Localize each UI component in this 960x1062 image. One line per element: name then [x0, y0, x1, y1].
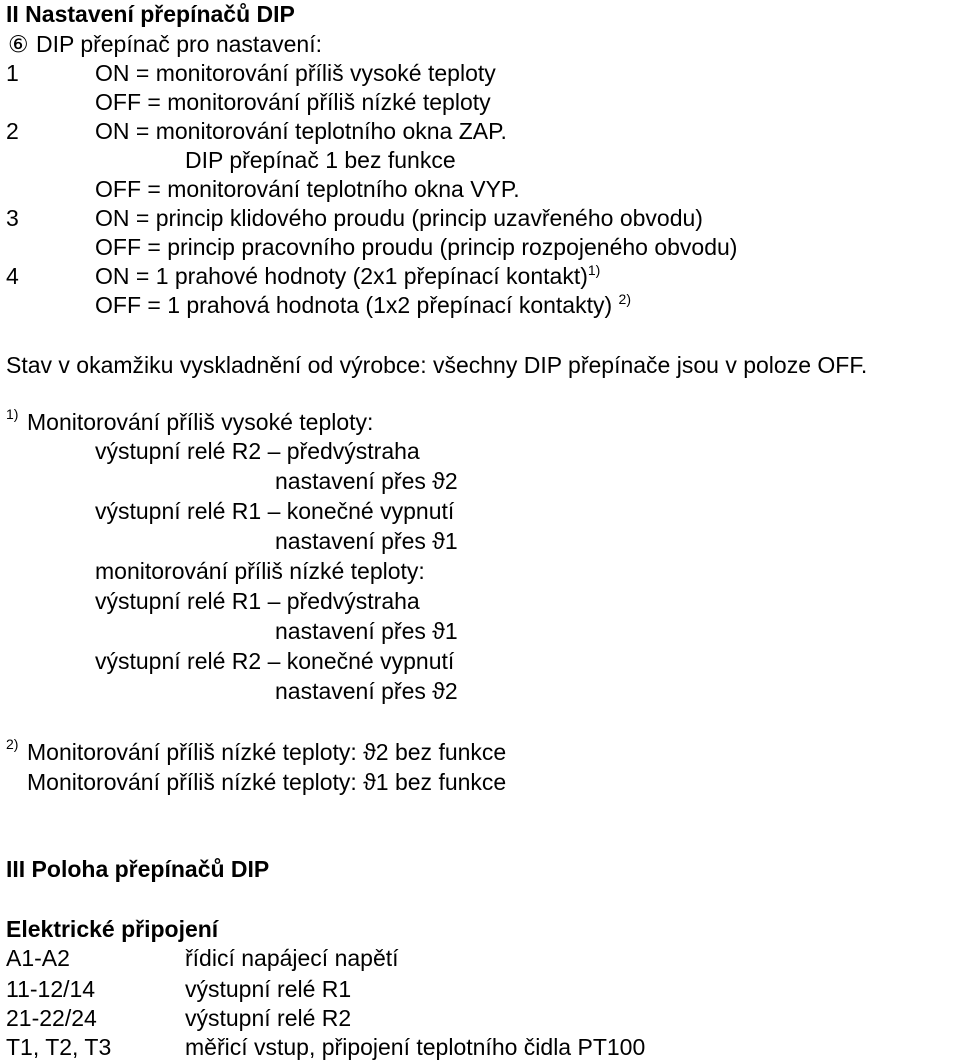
- footnote-ref-2: 2): [618, 291, 631, 307]
- section-2-heading: II Nastavení přepínačů DIP: [6, 1, 295, 27]
- footnote-2-mark: 2): [6, 736, 19, 752]
- footnote-1-mark: 1): [6, 406, 19, 422]
- note-2-line-1: Monitorování příliš nízké teploty: ϑ2 bez funkce: [27, 739, 507, 765]
- note-1-line-5: nastavení přes ϑ1: [275, 528, 458, 554]
- note-1-line-3: nastavení přes ϑ2: [275, 468, 458, 494]
- switch-1-off: OFF = monitorování příliš nízké teploty: [95, 89, 491, 115]
- section-3-heading: III Poloha přepínačů DIP: [6, 856, 270, 882]
- terminal-t1-t2-t3: T1, T2, T3: [6, 1034, 112, 1060]
- terminal-11-12-14: 11-12/14: [6, 976, 96, 1002]
- switch-1-number: 1: [6, 60, 19, 86]
- note-1-line-7: výstupní relé R1 – předvýstraha: [95, 588, 420, 614]
- switch-4-on: [95, 262, 600, 291]
- switch-4-off: [95, 291, 631, 320]
- note-1-line-6: monitorování příliš nízké teploty:: [95, 558, 425, 584]
- switch-4-number: 4: [6, 263, 19, 289]
- switch-4-on-text: ON = 1 prahové hodnoty (2x1 přepínací kontakt): [95, 263, 588, 289]
- circled-6-marker: ⑥: [8, 31, 29, 57]
- note-1-line-10: nastavení přes ϑ2: [275, 678, 458, 704]
- switch-2-note: DIP přepínač 1 bez funkce: [185, 147, 456, 173]
- note-1-line-4: výstupní relé R1 – konečné vypnutí: [95, 498, 455, 524]
- switch-3-off: OFF = princip pracovního proudu (princip rozpojeného obvodu): [95, 234, 738, 260]
- terminal-a1-a2: A1-A2: [6, 945, 70, 971]
- dip-intro: DIP přepínač pro nastavení:: [36, 31, 322, 57]
- footnote-ref-1: 1): [587, 262, 601, 278]
- switch-4-off-text: OFF = 1 prahová hodnota (1x2 přepínací kontakty): [95, 292, 613, 318]
- note-1-line-9: výstupní relé R2 – konečné vypnutí: [95, 648, 455, 674]
- switch-2-on: ON = monitorování teplotního okna ZAP.: [95, 118, 507, 144]
- switch-2-off: OFF = monitorování teplotního okna VYP.: [95, 176, 520, 202]
- factory-state: Stav v okamžiku vyskladnění od výrobce: všechny DIP přepínače jsou v poloze OFF.: [6, 352, 868, 378]
- terminal-21-22-24-desc: výstupní relé R2: [185, 1005, 352, 1031]
- terminal-a1-a2-desc: řídicí napájecí napětí: [185, 945, 399, 971]
- note-1-line-2: výstupní relé R2 – předvýstraha: [95, 438, 420, 464]
- note-2-line-2: Monitorování příliš nízké teploty: ϑ1 bez funkce: [27, 769, 507, 795]
- terminal-t1-t2-t3-desc: měřicí vstup, připojení teplotního čidla PT100: [185, 1034, 646, 1060]
- electrical-heading: Elektrické připojení: [6, 916, 219, 942]
- terminal-21-22-24: 21-22/24: [6, 1005, 97, 1031]
- switch-1-on: ON = monitorování příliš vysoké teploty: [95, 60, 496, 86]
- note-1-line-8: nastavení přes ϑ1: [275, 618, 458, 644]
- note-1-line-1: Monitorování příliš vysoké teploty:: [27, 409, 374, 435]
- switch-2-number: 2: [6, 118, 19, 144]
- switch-3-number: 3: [6, 205, 19, 231]
- switch-3-on: ON = princip klidového proudu (princip uzavřeného obvodu): [95, 205, 703, 231]
- terminal-11-12-14-desc: výstupní relé R1: [185, 976, 352, 1002]
